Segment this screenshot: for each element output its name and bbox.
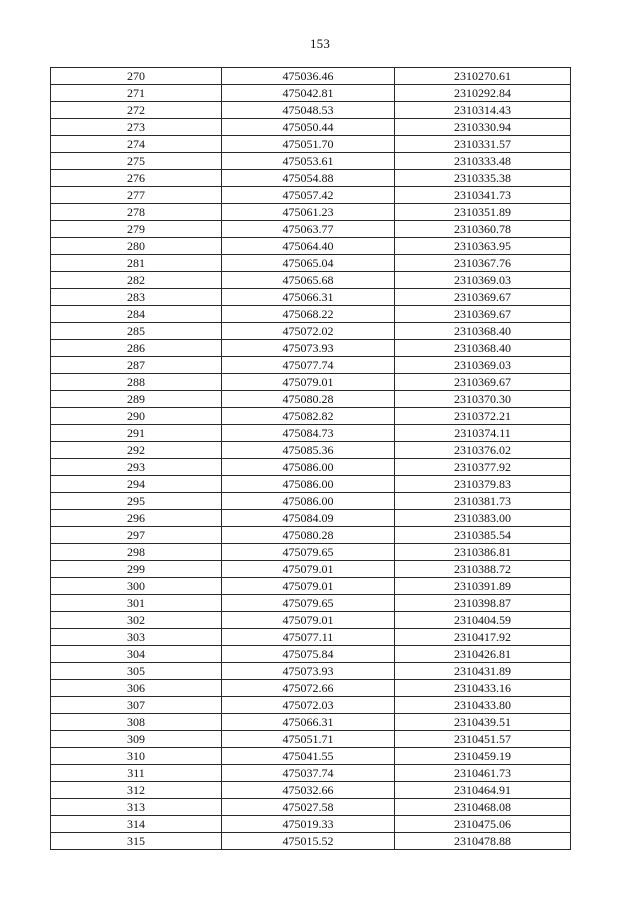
x-coordinate-cell: 475050.44 xyxy=(222,119,395,136)
point-number-cell: 273 xyxy=(51,119,222,136)
y-coordinate-cell: 2310475.06 xyxy=(395,816,571,833)
x-coordinate-cell: 475065.68 xyxy=(222,272,395,289)
table-row xyxy=(51,459,571,476)
point-number-cell: 282 xyxy=(51,272,222,289)
y-coordinate-cell: 2310379.83 xyxy=(395,476,571,493)
x-coordinate-cell: 475019.33 xyxy=(222,816,395,833)
table-row xyxy=(51,612,571,629)
point-number-cell: 290 xyxy=(51,408,222,425)
point-number-cell: 304 xyxy=(51,646,222,663)
table-row xyxy=(51,306,571,323)
x-coordinate-cell: 475079.65 xyxy=(222,595,395,612)
point-number-cell: 278 xyxy=(51,204,222,221)
table-row xyxy=(51,527,571,544)
table-row xyxy=(51,476,571,493)
table-row xyxy=(51,357,571,374)
y-coordinate-cell: 2310388.72 xyxy=(395,561,571,578)
point-number-cell: 295 xyxy=(51,493,222,510)
table-row xyxy=(51,731,571,748)
point-number-cell: 291 xyxy=(51,425,222,442)
table-row xyxy=(51,595,571,612)
y-coordinate-cell: 2310341.73 xyxy=(395,187,571,204)
x-coordinate-cell: 475075.84 xyxy=(222,646,395,663)
x-coordinate-cell: 475079.01 xyxy=(222,374,395,391)
x-coordinate-cell: 475077.74 xyxy=(222,357,395,374)
y-coordinate-cell: 2310369.67 xyxy=(395,374,571,391)
table-row xyxy=(51,493,571,510)
table-row xyxy=(51,629,571,646)
y-coordinate-cell: 2310386.81 xyxy=(395,544,571,561)
x-coordinate-cell: 475080.28 xyxy=(222,527,395,544)
x-coordinate-cell: 475032.66 xyxy=(222,782,395,799)
table-row xyxy=(51,153,571,170)
point-number-cell: 271 xyxy=(51,85,222,102)
point-number-cell: 283 xyxy=(51,289,222,306)
y-coordinate-cell: 2310464.91 xyxy=(395,782,571,799)
y-coordinate-cell: 2310426.81 xyxy=(395,646,571,663)
y-coordinate-cell: 2310381.73 xyxy=(395,493,571,510)
x-coordinate-cell: 475054.88 xyxy=(222,170,395,187)
y-coordinate-cell: 2310292.84 xyxy=(395,85,571,102)
y-coordinate-cell: 2310367.76 xyxy=(395,255,571,272)
point-number-cell: 297 xyxy=(51,527,222,544)
x-coordinate-cell: 475077.11 xyxy=(222,629,395,646)
x-coordinate-cell: 475072.02 xyxy=(222,323,395,340)
y-coordinate-cell: 2310372.21 xyxy=(395,408,571,425)
table-row xyxy=(51,833,571,850)
x-coordinate-cell: 475084.09 xyxy=(222,510,395,527)
x-coordinate-cell: 475079.65 xyxy=(222,544,395,561)
table-row xyxy=(51,102,571,119)
table-row xyxy=(51,578,571,595)
x-coordinate-cell: 475084.73 xyxy=(222,425,395,442)
x-coordinate-cell: 475036.46 xyxy=(222,68,395,85)
point-number-cell: 276 xyxy=(51,170,222,187)
point-number-cell: 303 xyxy=(51,629,222,646)
table-row xyxy=(51,289,571,306)
x-coordinate-cell: 475086.00 xyxy=(222,493,395,510)
x-coordinate-cell: 475066.31 xyxy=(222,714,395,731)
table-row xyxy=(51,119,571,136)
table-row xyxy=(51,510,571,527)
x-coordinate-cell: 475015.52 xyxy=(222,833,395,850)
y-coordinate-cell: 2310433.16 xyxy=(395,680,571,697)
table-row xyxy=(51,425,571,442)
point-number-cell: 313 xyxy=(51,799,222,816)
point-number-cell: 285 xyxy=(51,323,222,340)
x-coordinate-cell: 475066.31 xyxy=(222,289,395,306)
point-number-cell: 314 xyxy=(51,816,222,833)
table-row xyxy=(51,187,571,204)
y-coordinate-cell: 2310433.80 xyxy=(395,697,571,714)
x-coordinate-cell: 475061.23 xyxy=(222,204,395,221)
table-row xyxy=(51,170,571,187)
x-coordinate-cell: 475064.40 xyxy=(222,238,395,255)
y-coordinate-cell: 2310333.48 xyxy=(395,153,571,170)
table-row xyxy=(51,85,571,102)
x-coordinate-cell: 475079.01 xyxy=(222,561,395,578)
x-coordinate-cell: 475053.61 xyxy=(222,153,395,170)
table-row xyxy=(51,221,571,238)
table-row xyxy=(51,663,571,680)
y-coordinate-cell: 2310368.40 xyxy=(395,340,571,357)
x-coordinate-cell: 475073.93 xyxy=(222,340,395,357)
point-number-cell: 279 xyxy=(51,221,222,238)
x-coordinate-cell: 475037.74 xyxy=(222,765,395,782)
table-row xyxy=(51,238,571,255)
point-number-cell: 305 xyxy=(51,663,222,680)
table-row xyxy=(51,255,571,272)
x-coordinate-cell: 475065.04 xyxy=(222,255,395,272)
point-number-cell: 287 xyxy=(51,357,222,374)
table-row xyxy=(51,714,571,731)
table-row xyxy=(51,680,571,697)
y-coordinate-cell: 2310360.78 xyxy=(395,221,571,238)
point-number-cell: 309 xyxy=(51,731,222,748)
x-coordinate-cell: 475079.01 xyxy=(222,578,395,595)
point-number-cell: 301 xyxy=(51,595,222,612)
x-coordinate-cell: 475027.58 xyxy=(222,799,395,816)
table-row xyxy=(51,374,571,391)
y-coordinate-cell: 2310330.94 xyxy=(395,119,571,136)
x-coordinate-cell: 475082.82 xyxy=(222,408,395,425)
y-coordinate-cell: 2310369.03 xyxy=(395,357,571,374)
table-row xyxy=(51,442,571,459)
y-coordinate-cell: 2310370.30 xyxy=(395,391,571,408)
point-number-cell: 289 xyxy=(51,391,222,408)
table-row xyxy=(51,646,571,663)
table-row xyxy=(51,323,571,340)
y-coordinate-cell: 2310314.43 xyxy=(395,102,571,119)
y-coordinate-cell: 2310417.92 xyxy=(395,629,571,646)
y-coordinate-cell: 2310369.67 xyxy=(395,289,571,306)
point-number-cell: 288 xyxy=(51,374,222,391)
coordinate-table xyxy=(50,67,571,850)
point-number-cell: 272 xyxy=(51,102,222,119)
x-coordinate-cell: 475068.22 xyxy=(222,306,395,323)
table-row xyxy=(51,816,571,833)
table-row xyxy=(51,408,571,425)
x-coordinate-cell: 475048.53 xyxy=(222,102,395,119)
y-coordinate-cell: 2310374.11 xyxy=(395,425,571,442)
y-coordinate-cell: 2310459.19 xyxy=(395,748,571,765)
table-row xyxy=(51,204,571,221)
y-coordinate-cell: 2310451.57 xyxy=(395,731,571,748)
table-row xyxy=(51,697,571,714)
point-number-cell: 307 xyxy=(51,697,222,714)
coordinate-table-body xyxy=(51,68,571,850)
y-coordinate-cell: 2310404.59 xyxy=(395,612,571,629)
point-number-cell: 294 xyxy=(51,476,222,493)
table-row xyxy=(51,799,571,816)
y-coordinate-cell: 2310369.03 xyxy=(395,272,571,289)
y-coordinate-cell: 2310363.95 xyxy=(395,238,571,255)
y-coordinate-cell: 2310468.08 xyxy=(395,799,571,816)
point-number-cell: 300 xyxy=(51,578,222,595)
x-coordinate-cell: 475073.93 xyxy=(222,663,395,680)
y-coordinate-cell: 2310331.57 xyxy=(395,136,571,153)
y-coordinate-cell: 2310478.88 xyxy=(395,833,571,850)
y-coordinate-cell: 2310398.87 xyxy=(395,595,571,612)
point-number-cell: 306 xyxy=(51,680,222,697)
x-coordinate-cell: 475080.28 xyxy=(222,391,395,408)
y-coordinate-cell: 2310368.40 xyxy=(395,323,571,340)
table-row xyxy=(51,136,571,153)
y-coordinate-cell: 2310431.89 xyxy=(395,663,571,680)
point-number-cell: 293 xyxy=(51,459,222,476)
point-number-cell: 270 xyxy=(51,68,222,85)
x-coordinate-cell: 475072.03 xyxy=(222,697,395,714)
point-number-cell: 292 xyxy=(51,442,222,459)
point-number-cell: 308 xyxy=(51,714,222,731)
x-coordinate-cell: 475063.77 xyxy=(222,221,395,238)
y-coordinate-cell: 2310391.89 xyxy=(395,578,571,595)
point-number-cell: 312 xyxy=(51,782,222,799)
point-number-cell: 302 xyxy=(51,612,222,629)
x-coordinate-cell: 475051.71 xyxy=(222,731,395,748)
y-coordinate-cell: 2310439.51 xyxy=(395,714,571,731)
point-number-cell: 311 xyxy=(51,765,222,782)
x-coordinate-cell: 475041.55 xyxy=(222,748,395,765)
x-coordinate-cell: 475085.36 xyxy=(222,442,395,459)
y-coordinate-cell: 2310351.89 xyxy=(395,204,571,221)
table-row xyxy=(51,782,571,799)
x-coordinate-cell: 475086.00 xyxy=(222,459,395,476)
table-row xyxy=(51,748,571,765)
table-row xyxy=(51,272,571,289)
point-number-cell: 299 xyxy=(51,561,222,578)
y-coordinate-cell: 2310377.92 xyxy=(395,459,571,476)
point-number-cell: 280 xyxy=(51,238,222,255)
y-coordinate-cell: 2310383.00 xyxy=(395,510,571,527)
x-coordinate-cell: 475051.70 xyxy=(222,136,395,153)
point-number-cell: 315 xyxy=(51,833,222,850)
x-coordinate-cell: 475057.42 xyxy=(222,187,395,204)
point-number-cell: 286 xyxy=(51,340,222,357)
table-row xyxy=(51,561,571,578)
y-coordinate-cell: 2310385.54 xyxy=(395,527,571,544)
x-coordinate-cell: 475042.81 xyxy=(222,85,395,102)
point-number-cell: 284 xyxy=(51,306,222,323)
point-number-cell: 277 xyxy=(51,187,222,204)
point-number-cell: 310 xyxy=(51,748,222,765)
table-row xyxy=(51,340,571,357)
table-row xyxy=(51,544,571,561)
table-row xyxy=(51,68,571,85)
page-number: 153 xyxy=(309,36,331,51)
x-coordinate-cell: 475072.66 xyxy=(222,680,395,697)
y-coordinate-cell: 2310461.73 xyxy=(395,765,571,782)
point-number-cell: 274 xyxy=(51,136,222,153)
table-row xyxy=(51,765,571,782)
y-coordinate-cell: 2310270.61 xyxy=(395,68,571,85)
point-number-cell: 296 xyxy=(51,510,222,527)
point-number-cell: 275 xyxy=(51,153,222,170)
y-coordinate-cell: 2310369.67 xyxy=(395,306,571,323)
y-coordinate-cell: 2310376.02 xyxy=(395,442,571,459)
point-number-cell: 298 xyxy=(51,544,222,561)
x-coordinate-cell: 475086.00 xyxy=(222,476,395,493)
y-coordinate-cell: 2310335.38 xyxy=(395,170,571,187)
table-row xyxy=(51,391,571,408)
x-coordinate-cell: 475079.01 xyxy=(222,612,395,629)
point-number-cell: 281 xyxy=(51,255,222,272)
